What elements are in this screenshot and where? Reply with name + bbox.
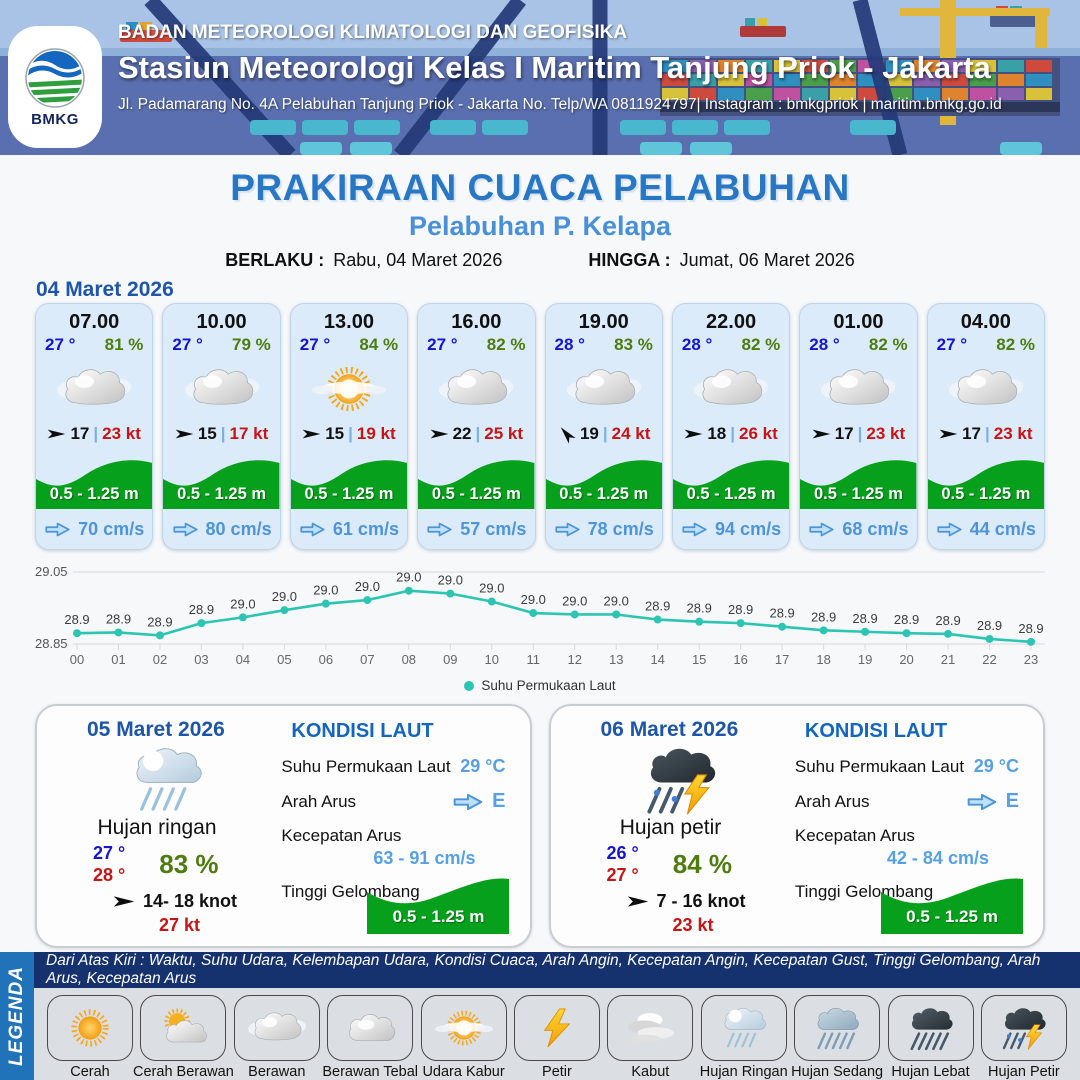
daily-humidity: 83 % xyxy=(159,848,219,879)
legend-item-label: Berawan xyxy=(248,1064,306,1080)
wind-gust: 19 kt xyxy=(356,424,396,443)
svg-text:28.9: 28.9 xyxy=(935,612,961,628)
wave-height-band xyxy=(800,452,916,509)
legend-item xyxy=(322,995,419,1080)
legend-item xyxy=(700,995,788,1080)
daily-date: 06 Maret 2026 xyxy=(600,718,739,741)
hour-label: 07.00 xyxy=(69,311,120,333)
legend-weather-icon xyxy=(47,995,133,1061)
wind-gust: 24 kt xyxy=(611,424,651,443)
current-speed-label: Kecepatan Arus xyxy=(281,826,402,845)
wave-height-box xyxy=(367,872,509,934)
wave-height: 0.5 - 1.25 m xyxy=(49,485,139,503)
svg-text:01: 01 xyxy=(111,652,126,667)
wind-direction-icon xyxy=(430,428,449,440)
wave-height-label: Tinggi Gelombang xyxy=(794,882,934,901)
svg-text:29.0: 29.0 xyxy=(271,589,298,605)
validity-period xyxy=(0,250,1080,271)
legend-item xyxy=(420,995,508,1080)
legend-title: LEGENDA xyxy=(6,966,27,1066)
legend-weather-icon xyxy=(234,995,320,1061)
wind-separator: | xyxy=(602,424,608,443)
svg-text:29.0: 29.0 xyxy=(313,582,339,598)
wind-speed: 17 xyxy=(962,424,982,443)
wind-direction-icon xyxy=(302,428,321,440)
legend-item xyxy=(606,995,694,1080)
wind-direction-icon xyxy=(812,428,831,440)
air-temperature: 27 ° xyxy=(45,335,76,354)
svg-text:17: 17 xyxy=(774,652,790,667)
svg-text:07: 07 xyxy=(360,652,375,667)
current-direction-icon xyxy=(966,792,998,812)
wind-speed: 17 xyxy=(70,424,90,443)
wave-height: 0.5 - 1.25 m xyxy=(431,485,521,503)
legend-weather-icon xyxy=(888,995,974,1061)
humidity: 79 % xyxy=(232,335,271,354)
report-title-section xyxy=(0,155,1080,303)
air-temperature: 28 ° xyxy=(809,335,840,354)
wave-height: 0.5 - 1.25 m xyxy=(304,485,394,503)
hour-label: 19.00 xyxy=(578,311,629,333)
svg-text:04: 04 xyxy=(235,652,251,667)
legend-item-label: Hujan Petir xyxy=(988,1064,1060,1080)
weather-icon xyxy=(163,357,279,421)
legend-item xyxy=(887,995,975,1080)
current-info xyxy=(673,509,789,549)
current-speed: 70 cm/s xyxy=(78,518,145,539)
air-temperature: 27 ° xyxy=(936,335,968,354)
svg-text:28.9: 28.9 xyxy=(64,612,90,628)
current-speed-value: 42 - 84 cm/s xyxy=(886,848,989,868)
legend-item xyxy=(46,995,134,1080)
svg-text:20: 20 xyxy=(899,652,914,667)
weather-icon xyxy=(800,357,916,421)
svg-text:28.9: 28.9 xyxy=(105,611,132,627)
svg-text:29.0: 29.0 xyxy=(396,569,422,585)
current-info xyxy=(928,509,1044,549)
wave-height: 0.5 - 1.25 m xyxy=(813,485,903,503)
wind-direction-icon xyxy=(556,423,577,445)
wind-gust: 23 kt xyxy=(866,424,906,443)
wind-speed: 19 xyxy=(579,424,599,443)
svg-text:28.9: 28.9 xyxy=(976,617,1003,633)
current-direction-icon xyxy=(936,521,963,538)
svg-text:28.9: 28.9 xyxy=(188,602,215,618)
svg-text:09: 09 xyxy=(443,652,458,667)
svg-text:29.0: 29.0 xyxy=(354,579,381,595)
sea-conditions-heading: KONDISI LAUT xyxy=(291,720,434,742)
hourly-card xyxy=(672,303,790,550)
current-speed: 80 cm/s xyxy=(205,518,272,539)
svg-text:29.0: 29.0 xyxy=(603,593,629,609)
svg-text:10: 10 xyxy=(484,652,500,667)
bmkg-logo xyxy=(8,26,102,148)
wind-gust: 25 kt xyxy=(484,424,524,443)
svg-text:28.9: 28.9 xyxy=(769,605,795,621)
current-info xyxy=(800,509,916,549)
legend-item-label: Kabut xyxy=(631,1064,670,1080)
air-temperature: 27 ° xyxy=(427,335,458,354)
hingga-label: HINGGA : xyxy=(588,250,671,270)
hourly-card xyxy=(290,303,408,550)
air-temperature: 28 ° xyxy=(554,335,585,354)
svg-text:15: 15 xyxy=(691,652,707,667)
humidity: 82 % xyxy=(996,335,1035,354)
legend-item xyxy=(133,995,234,1080)
legend-marker xyxy=(464,681,474,691)
wind-gust: 23 kt xyxy=(672,915,714,935)
svg-text:03: 03 xyxy=(194,652,209,667)
legend-item-label: Hujan Sedang xyxy=(791,1064,884,1080)
humidity: 82 % xyxy=(741,335,781,354)
current-direction-icon xyxy=(172,521,199,538)
svg-text:22: 22 xyxy=(982,652,997,667)
wave-height: 0.5 - 1.25 m xyxy=(559,485,649,503)
humidity: 83 % xyxy=(614,335,653,354)
wave-height-band xyxy=(36,452,152,509)
sst-value: 29 °C xyxy=(973,756,1019,776)
wave-height: 0.5 - 1.25 m xyxy=(177,485,267,503)
current-direction-label: Arah Arus xyxy=(794,791,870,811)
current-speed: 61 cm/s xyxy=(332,518,399,539)
hourly-card xyxy=(927,303,1045,550)
humidity: 81 % xyxy=(104,335,144,354)
svg-text:21: 21 xyxy=(940,652,956,667)
svg-text:11: 11 xyxy=(526,652,541,667)
svg-text:00: 00 xyxy=(69,652,85,667)
chart-legend xyxy=(35,678,1045,693)
air-temperature: 27 ° xyxy=(172,335,203,354)
hour-label: 16.00 xyxy=(451,311,502,333)
daily-condition: Hujan petir xyxy=(619,816,722,839)
wave-height: 0.5 - 1.25 m xyxy=(686,485,776,503)
svg-text:08: 08 xyxy=(401,652,417,667)
svg-text:28.85: 28.85 xyxy=(35,636,68,651)
wind-direction-icon xyxy=(939,428,958,440)
legend-panel xyxy=(0,952,1080,1080)
legend-item xyxy=(233,995,321,1080)
current-direction-value: E xyxy=(1005,790,1019,812)
weather-icon xyxy=(418,357,534,421)
daily-humidity: 84 % xyxy=(672,848,732,879)
legend-item-label: Udara Kabur xyxy=(422,1064,505,1080)
current-speed: 68 cm/s xyxy=(842,518,909,539)
hourly-card xyxy=(417,303,535,550)
weather-icon xyxy=(673,357,789,421)
temp-max: 28 ° xyxy=(93,865,126,885)
current-speed: 78 cm/s xyxy=(587,518,654,539)
legend-item-label: Hujan Ringan xyxy=(699,1064,788,1080)
wave-height-band xyxy=(673,452,789,509)
legend-weather-icon xyxy=(327,995,413,1061)
svg-text:28.9: 28.9 xyxy=(893,612,920,628)
svg-text:29.0: 29.0 xyxy=(562,593,588,609)
current-direction-icon xyxy=(554,521,581,538)
hour-label: 01.00 xyxy=(833,311,884,333)
humidity: 82 % xyxy=(868,335,908,354)
hourly-forecast xyxy=(35,303,1045,550)
wind-gust: 26 kt xyxy=(739,424,778,443)
svg-text:29.0: 29.0 xyxy=(479,580,505,596)
legend-item-label: Cerah Berawan xyxy=(133,1064,234,1080)
daily-condition: Hujan ringan xyxy=(97,816,217,839)
wave-height-band xyxy=(291,452,407,509)
current-speed-label: Kecepatan Arus xyxy=(794,826,915,845)
svg-text:29.05: 29.05 xyxy=(35,564,68,579)
svg-text:06: 06 xyxy=(318,652,334,667)
legend-weather-icon xyxy=(140,995,226,1061)
berlaku-label: BERLAKU : xyxy=(225,250,325,270)
air-temperature: 27 ° xyxy=(299,335,331,354)
daily-weather-icon xyxy=(115,742,219,818)
hour-label: 22.00 xyxy=(706,311,757,333)
air-temperature: 28 ° xyxy=(681,335,713,354)
legend-weather-icon xyxy=(981,995,1067,1061)
wind-direction-icon xyxy=(175,428,194,440)
wind-info xyxy=(36,421,152,447)
svg-text:16: 16 xyxy=(733,652,748,667)
daily-forecast xyxy=(35,704,1045,948)
hourly-card xyxy=(162,303,280,550)
legend-item-label: Petir xyxy=(542,1064,572,1080)
legend-item xyxy=(980,995,1068,1080)
hour-label: 04.00 xyxy=(960,311,1011,333)
sst-chart xyxy=(35,556,1045,702)
legend-label: Suhu Permukaan Laut xyxy=(481,678,616,693)
wind-speed: 15 xyxy=(197,424,217,443)
hour-label: 10.00 xyxy=(196,311,247,333)
sst-value: 29 °C xyxy=(460,756,506,776)
svg-text:28.9: 28.9 xyxy=(852,610,878,626)
current-direction-icon xyxy=(808,521,835,538)
current-direction-icon xyxy=(44,521,71,538)
wind-separator: | xyxy=(985,424,990,443)
wind-direction-icon xyxy=(47,428,66,440)
wind-speed: 15 xyxy=(325,424,345,443)
svg-text:14: 14 xyxy=(650,652,665,667)
sst-label: Suhu Permukaan Laut xyxy=(281,756,451,776)
svg-text:18: 18 xyxy=(816,652,831,667)
legend-items xyxy=(34,988,1080,1080)
daily-weather-icon xyxy=(629,742,733,818)
current-direction-icon xyxy=(299,521,326,538)
daily-date: 05 Maret 2026 xyxy=(87,718,225,741)
current-info xyxy=(291,509,407,549)
svg-text:29.0: 29.0 xyxy=(230,596,256,612)
bmkg-logo-text: BMKG xyxy=(31,110,79,128)
svg-text:29.0: 29.0 xyxy=(520,592,546,608)
legend-weather-icon xyxy=(421,995,507,1061)
svg-text:29.0: 29.0 xyxy=(437,572,463,588)
wind-range: 14- 18 knot xyxy=(143,891,238,911)
svg-text:12: 12 xyxy=(567,652,582,667)
sst-line-chart xyxy=(35,556,1045,676)
weather-icon xyxy=(291,357,407,421)
wind-separator: | xyxy=(857,424,863,443)
station-name: Stasiun Meteorologi Kelas I Maritim Tanjung Priok - Jakarta xyxy=(118,50,991,85)
current-info xyxy=(163,509,279,549)
wind-speed: 22 xyxy=(452,424,472,443)
berlaku-value: Rabu, 04 Maret 2026 xyxy=(333,250,503,270)
legend-item-label: Cerah xyxy=(70,1064,110,1080)
wind-info xyxy=(291,421,407,447)
wind-separator: | xyxy=(475,424,481,443)
hourly-card xyxy=(35,303,153,550)
port-name: Pelabuhan P. Kelapa xyxy=(408,211,672,241)
wind-direction-icon xyxy=(684,428,703,440)
org-name: BADAN METEOROLOGI KLIMATOLOGI DAN GEOFISIKA xyxy=(118,22,628,43)
wind-direction-icon xyxy=(113,895,135,908)
svg-text:19: 19 xyxy=(857,652,873,667)
weather-icon xyxy=(928,357,1044,421)
temp-min: 27 ° xyxy=(93,843,126,863)
svg-text:05: 05 xyxy=(277,652,292,667)
station-address: Jl. Padamarang No. 4A Pelabuhan Tanjung Priok - Jakarta No. Telp/WA 0811924797| Instagram : bmkgpriok | maritim.bmkg.go.id xyxy=(118,96,1002,113)
legend-weather-icon xyxy=(794,995,880,1061)
temp-min: 26 ° xyxy=(606,843,639,863)
legend-item-label: Hujan Lebat xyxy=(891,1064,970,1080)
wind-gust: 17 kt xyxy=(229,424,269,443)
wind-separator: | xyxy=(730,424,736,443)
legend-weather-icon xyxy=(701,995,787,1061)
wind-gust: 23 kt xyxy=(993,424,1033,443)
wind-separator: | xyxy=(220,424,226,443)
wind-info xyxy=(928,421,1044,447)
legend-item-label: Berawan Tebal xyxy=(322,1064,419,1080)
legend-description: Dari Atas Kiri : Waktu, Suhu Udara, Kelembapan Udara, Kondisi Cuaca, Arah Angin, Kecepatan Angin, Kecepatan Gust, Tinggi Gelombang, Arah Arus, Kecepatan Arus xyxy=(34,952,1080,988)
current-speed: 94 cm/s xyxy=(715,518,782,539)
svg-text:28.9: 28.9 xyxy=(727,602,754,618)
legend-item xyxy=(513,995,601,1080)
current-info xyxy=(418,509,534,549)
current-direction-label: Arah Arus xyxy=(281,791,357,811)
wind-speed: 18 xyxy=(707,424,727,443)
wind-gust: 27 kt xyxy=(159,915,201,935)
sst-label: Suhu Permukaan Laut xyxy=(794,756,965,776)
wind-speed: 17 xyxy=(834,424,854,443)
wind-info xyxy=(418,421,534,447)
daily-card xyxy=(35,704,532,948)
forecast-day-date: 04 Maret 2026 xyxy=(36,278,174,301)
wind-separator: | xyxy=(93,424,99,443)
svg-text:28.9: 28.9 xyxy=(147,614,173,630)
svg-text:28.9: 28.9 xyxy=(1018,620,1044,636)
wind-direction-icon xyxy=(627,895,649,908)
current-direction-value: E xyxy=(492,790,506,812)
svg-text:23: 23 xyxy=(1023,652,1039,667)
wave-height-band xyxy=(163,452,279,509)
bmkg-logo-icon xyxy=(24,47,86,109)
wave-height-band xyxy=(928,452,1044,509)
svg-text:28.9: 28.9 xyxy=(645,598,671,614)
current-speed-value: 63 - 91 cm/s xyxy=(373,848,476,868)
wave-height-label: Tinggi Gelombang xyxy=(281,882,420,901)
current-direction-icon xyxy=(681,521,708,538)
wind-info xyxy=(673,421,789,447)
wind-gust: 23 kt xyxy=(102,424,141,443)
svg-text:28.9: 28.9 xyxy=(686,600,712,616)
current-speed: 44 cm/s xyxy=(969,518,1036,539)
legend-weather-icon xyxy=(514,995,600,1061)
daily-card xyxy=(549,704,1046,948)
wind-info xyxy=(546,421,662,447)
wave-height-value: 0.5 - 1.25 m xyxy=(906,907,998,926)
humidity: 82 % xyxy=(486,335,526,354)
wind-info xyxy=(163,421,279,447)
legend-item xyxy=(791,995,884,1080)
wave-height-band xyxy=(546,452,662,509)
current-info xyxy=(36,509,152,549)
current-info xyxy=(546,509,662,549)
weather-icon xyxy=(36,357,152,421)
hingga-value: Jumat, 06 Maret 2026 xyxy=(679,250,855,270)
current-direction-icon xyxy=(426,521,453,538)
hour-label: 13.00 xyxy=(323,311,374,333)
weather-icon xyxy=(546,357,662,421)
wind-range: 7 - 16 knot xyxy=(656,891,746,911)
current-direction-icon xyxy=(452,792,484,812)
bmkg-header xyxy=(0,0,1080,155)
wind-separator: | xyxy=(348,424,353,443)
svg-text:02: 02 xyxy=(152,652,168,667)
svg-text:13: 13 xyxy=(608,652,624,667)
current-speed: 57 cm/s xyxy=(460,518,527,539)
svg-text:28.9: 28.9 xyxy=(810,609,837,625)
wave-height: 0.5 - 1.25 m xyxy=(941,485,1031,503)
sea-conditions-heading: KONDISI LAUT xyxy=(804,720,948,742)
wind-info xyxy=(800,421,916,447)
wave-height-box xyxy=(881,872,1023,934)
hourly-card xyxy=(545,303,663,550)
legend-side-band xyxy=(0,952,34,1080)
hourly-card xyxy=(799,303,917,550)
legend-weather-icon xyxy=(607,995,693,1061)
page-title: PRAKIRAAN CUACA PELABUHAN xyxy=(230,167,850,208)
temp-max: 27 ° xyxy=(606,865,639,885)
wave-height-band xyxy=(418,452,534,509)
wave-height-value: 0.5 - 1.25 m xyxy=(392,907,485,926)
humidity: 84 % xyxy=(359,335,399,354)
